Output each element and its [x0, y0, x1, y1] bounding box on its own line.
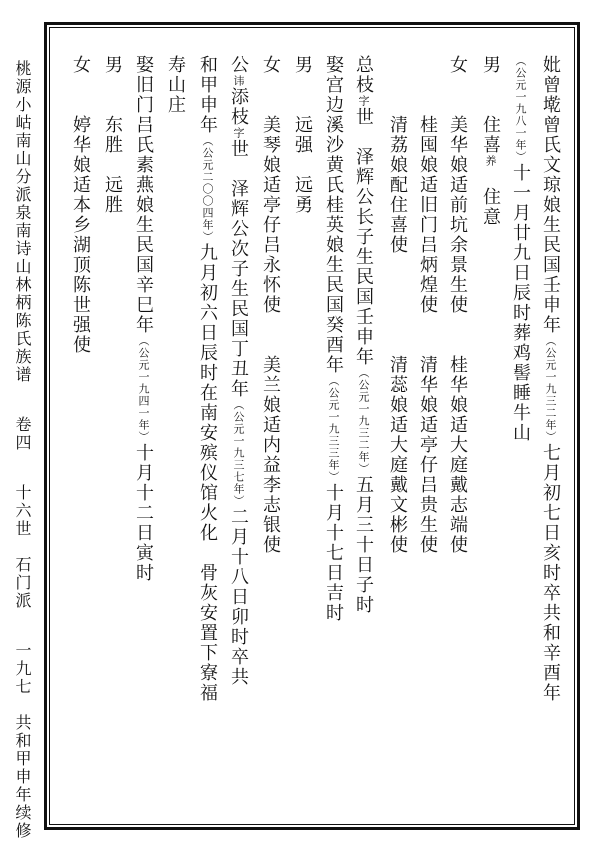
column-text: 男 住喜 [480, 55, 501, 155]
text-column-4 [445, 55, 469, 555]
column-text: 公 [228, 55, 249, 75]
volume-label: 卷四 [13, 416, 32, 452]
branch-label: 石门派 [13, 556, 32, 610]
text-column-13 [163, 55, 187, 115]
column-text: 住意 [480, 167, 501, 227]
column-text: 娶旧门吕氏素燕娘生民国辛巳年 [133, 55, 154, 335]
column-text: 十月十二日寅时 [133, 443, 154, 583]
annotation-text: 讳 [232, 75, 245, 87]
text-column-8 [321, 55, 345, 623]
column-text: 女 美琴娘适亭仔吕永怀使 美兰娘适内益李志银使 [260, 55, 281, 555]
annotation-text: （公元一九四一年） [137, 335, 150, 443]
text-column-9 [290, 55, 314, 215]
annotation-text: （公元一九三二年） [357, 367, 370, 475]
annotation-text: 养 [484, 155, 497, 167]
column-text: 男 东胜 远胜 [102, 55, 123, 215]
text-column-7 [351, 55, 375, 615]
book-title: 桃源小岵南山分派泉南诗山林柄陈氏族谱 [13, 60, 32, 384]
edition-label: 共和甲申年续修 [13, 714, 32, 840]
text-column-2 [508, 55, 532, 443]
column-text: 五月三十日子时 [353, 475, 374, 615]
column-text: 添枝 [228, 87, 249, 127]
column-text: 世 泽辉公次子生民国丁丑年 [228, 139, 249, 399]
column-text: 寿山庄 [165, 55, 186, 115]
column-text: 和甲申年 [197, 55, 218, 135]
margin-header-column [6, 60, 34, 840]
column-text: 七月初七日亥时卒共和辛酉年 [540, 443, 561, 703]
text-column-3 [478, 55, 502, 227]
annotation-text: （公元一九三七年） [232, 399, 245, 507]
annotation-text: 字 [232, 127, 245, 139]
text-column-15 [100, 55, 124, 215]
text-column-16 [68, 55, 92, 355]
column-text: 二月十八日卯时卒共 [228, 507, 249, 687]
column-text: 女 婷华娘适本乡湖顶陈世强使 [70, 55, 91, 355]
annotation-text: （公元一九三三年） [327, 375, 340, 483]
column-text: 娶宫边溪沙黄氏桂英娘生民国癸酉年 [323, 55, 344, 375]
column-text: 女 美华娘适前坑余景生使 桂华娘适大庭戴志端使 [447, 55, 468, 555]
column-text: 总枝 [353, 55, 374, 95]
annotation-text: （公元一九八一年） [514, 55, 527, 163]
column-text: 九月初六日辰时在南安殡仪馆火化 骨灰安置下寮福 [197, 243, 218, 703]
text-column-5 [415, 55, 439, 555]
page-number: 一九七 [13, 642, 32, 696]
annotation-text: 字 [357, 95, 370, 107]
text-column-11 [226, 55, 250, 687]
column-text: 男 远强 远勇 [292, 55, 313, 215]
column-text: 妣曾墘曾氏文琼娘生民国壬申年 [540, 55, 561, 335]
generation-label: 十六世 [13, 484, 32, 538]
text-column-14 [131, 55, 155, 583]
annotation-text: （公元一九三二年） [544, 335, 557, 443]
column-text: 清荔娘配住喜使 清蕊娘适大庭戴文彬使 [387, 55, 408, 555]
text-column-12 [195, 55, 219, 703]
text-column-10 [258, 55, 282, 555]
text-column-6 [385, 55, 409, 555]
annotation-text: （公元二〇〇四年） [201, 135, 214, 243]
column-text: 世 泽辉公长子生民国壬申年 [353, 107, 374, 367]
column-text: 十一月廿九日辰时葬鸡髻睡牛山 [510, 163, 531, 443]
column-text: 十月十七日吉时 [323, 483, 344, 623]
text-column-1 [538, 55, 562, 703]
column-text: 桂囤娘适旧门吕炳煌使 清华娘适亭仔吕贵生使 [417, 55, 438, 555]
